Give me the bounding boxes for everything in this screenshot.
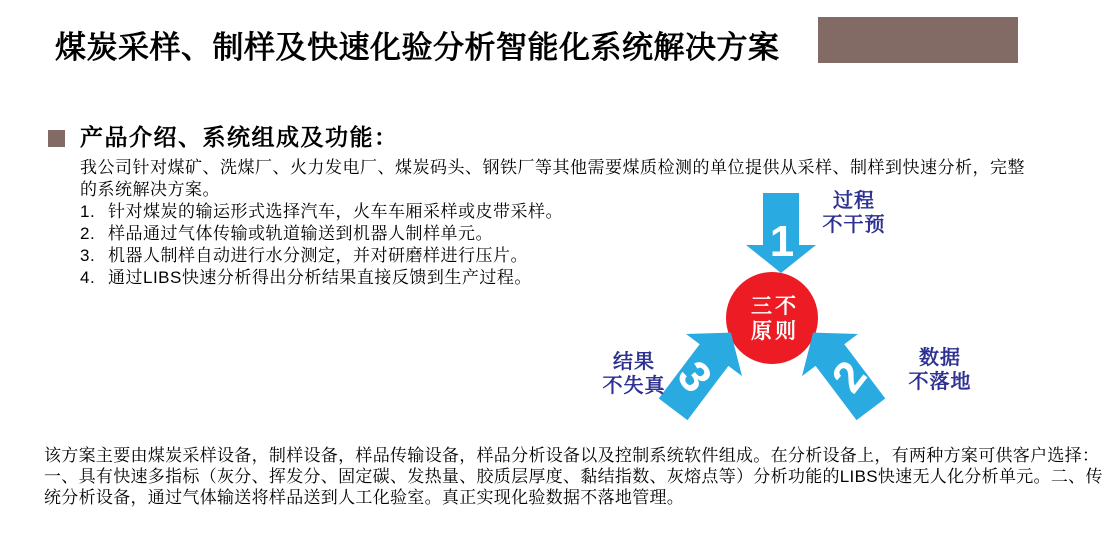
- section-heading: 产品介绍、系统组成及功能：: [80, 124, 399, 150]
- arrow-3-label-line2: 不失真: [602, 375, 666, 397]
- arrow-2-label-line1: 数据: [919, 347, 961, 369]
- arrow-3-number: 3: [667, 352, 722, 402]
- list-item-text: 机器人制样自动进行水分测定，并对研磨样进行压片。: [108, 246, 528, 265]
- arrow-1-label: [798, 189, 910, 237]
- feature-list: [80, 201, 640, 289]
- arrow-1-number: 1: [769, 217, 795, 266]
- list-item-number: 1.: [80, 202, 96, 221]
- intro-paragraph: 我公司针对煤矿、洗煤厂、火力发电厂、煤炭码头、钢铁厂等其他需要煤质检测的单位提供从采样、制样到快速分析，完整的系统解决方案。: [80, 158, 1025, 199]
- arrow-3-label-line1: 结果: [613, 351, 655, 373]
- arrow-3-label: [586, 350, 682, 398]
- arrow-2-number: 2: [822, 352, 877, 402]
- list-item-number: 3.: [80, 246, 96, 265]
- list-item: [80, 267, 640, 289]
- arrow-1-label-line1: 过程: [833, 190, 875, 212]
- list-item-text: 样品通过气体传输或轨道输送到机器人制样单元。: [108, 224, 493, 243]
- list-item-number: 4.: [80, 268, 96, 287]
- list-item-text: 通过LIBS快速分析得出分析结果直接反馈到生产过程。: [108, 268, 532, 287]
- arrow-2-label-line2: 不落地: [908, 371, 972, 393]
- arrow-2-label: [890, 346, 990, 394]
- center-circle-label-line1: 三不: [751, 295, 799, 318]
- center-circle-label-line2: 原则: [751, 320, 799, 343]
- center-circle: [726, 272, 818, 364]
- footer-paragraph: 该方案主要由煤炭采样设备，制样设备，样品传输设备，样品分析设备以及控制系统软件组成。在分析设备上，有两种方案可供客户选择：一、具有快速多指标（灰分、挥发分、固定碳、发热量、胶质层厚度、黏结指数、灰熔点等）分析功能的LIBS快速无人化分析单元。二、传统分析设备，通过气体输送将样品送到人工化验室。真正实现化验数据不落地管理。: [44, 446, 1103, 507]
- arrow-1-label-line2: 不干预: [822, 214, 886, 236]
- page-title: 煤炭采样、制样及快速化验分析智能化系统解决方案: [55, 30, 780, 65]
- list-item: [80, 245, 640, 267]
- bullet-square-icon: [48, 130, 65, 147]
- title-accent-bar: [818, 17, 1018, 63]
- list-item: [80, 201, 640, 223]
- list-item-number: 2.: [80, 224, 96, 243]
- list-item-text: 针对煤炭的输运形式选择汽车，火车车厢采样或皮带采样。: [108, 202, 563, 221]
- list-item: [80, 223, 640, 245]
